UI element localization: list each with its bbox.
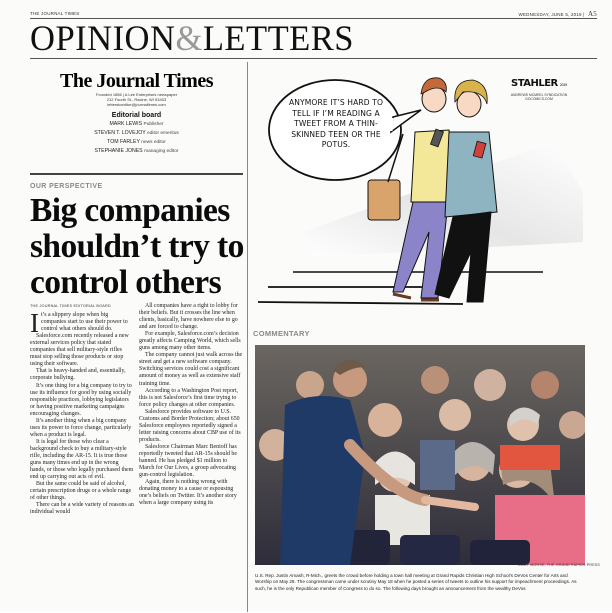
paragraph: There can be a wide variety of reasons an individual would [30, 502, 134, 516]
page-date: WEDNESDAY, JUNE 5, 2019 [518, 12, 582, 17]
section-title-letters: LETTERS [202, 18, 354, 58]
paragraph: It is legal for those who clear a background check to buy a military-style rifle, including the AR-15. It is true those guns many times end up in the wrong hands, or those who legally purchased them end up carrying out acts of evil. [30, 438, 134, 481]
board-member: MARK LEWIS Publisher [109, 121, 164, 127]
publication-label: THE JOURNAL TIMES [30, 11, 80, 16]
page-number: A5 [588, 10, 597, 18]
paragraph: The company cannot just walk across the street and get a new software company. Switching services could cost a significant amount of money as well as extensive staff training time. [139, 352, 243, 387]
paragraph: It’s one thing for a big company to try to use its influence for good by using socially responsible practices, lobbying legislators or having positive marketing campaigns encouraging changes. [30, 382, 132, 417]
paragraph: It’s a slippery slope when big companies start to use their power to control what others should do. [30, 308, 128, 339]
paragraph: It’s another thing when a big company uses its power to force change, particularly when a product is legal. [30, 417, 132, 438]
photo-credit: CORY MORSE, THE GRAND RAPIDS PRESS [518, 563, 600, 567]
speech-bubble-text: ANYMORE IT’S HARD TO TELL IF I’M READING A TWEET FROM A THIN-SKINNED TEEN OR THE POTUS. [288, 98, 384, 150]
founded-line: Founded 1856 | A Lee Enterprises newspaper [95, 92, 178, 97]
commentary-label: COMMENTARY [253, 329, 310, 338]
section-title [30, 19, 354, 57]
email-line: letterstoeditor@journaltimes.com [107, 102, 166, 107]
paragraph: That is heavy-handed and, essentially, corporate bullying. [30, 368, 126, 382]
paragraph: For example, Salesforce.com’s decision greatly affects Camping World, which sells guns among many other items. [139, 331, 241, 352]
newspaper-nameplate: The Journal Times [59, 70, 213, 92]
section-title-ampersand: & [175, 18, 203, 58]
editorial-headline: Big companies shouldn’t try to control others [30, 192, 244, 301]
news-photo [255, 345, 585, 565]
photo-caption: U.S. Rep. Justin Amash, R-Mich., greets the crowd before holding a town hall meeting at Grand Rapids Christian High School’s DeVos Center for Arts and Worship on May 28. The congressman came under scrutiny May 18 when he posted a series of tweets to outline his support for impeachment proceedings. As such, he is the only Republican member of Congress to do so. The following days brought an announcement from the wealthy DeVos [255, 573, 577, 591]
body-column-2 [139, 303, 243, 507]
page-header-bar [30, 8, 597, 18]
paragraph: Salesforce Chairman Marc Benioff has reportedly tweeted that AR-15s should be banned. He has pledged $1 million to March for Our Lives, a group advocating gun-control legislation. [139, 443, 237, 479]
byline: THE JOURNAL TIMES EDITORIAL BOARD [30, 304, 111, 308]
board-member: TOM FARLEY news editor [107, 139, 166, 145]
address-line: 212 Fourth St., Racine, WI 53403 [106, 97, 167, 102]
editorial-column [30, 62, 243, 612]
body-column-1 [30, 303, 134, 516]
editorial-cartoon [253, 62, 597, 312]
section-kicker: OUR PERSPECTIVE [30, 183, 103, 190]
editorial-board-heading: Editorial board [111, 112, 162, 119]
syndicate-credit: ANDREWS MCMEEL SYNDICATION GOCOMICS.COM [510, 93, 568, 102]
paragraph: Salesforce.com recently released a new external services policy that stated companies that sell military-style rifles must stop selling those products or stop using their software. [30, 333, 129, 368]
paragraph: Salesforce provides software to U.S. Customs and Border Protection; about 650 Salesforce employees reportedly signed a letter raising concerns about CBP use of its products. [139, 408, 241, 443]
editorial-board-rule [30, 173, 243, 175]
paragraph: Again, there is nothing wrong with donating money to a cause or espousing one’s beliefs on Twitter. It’s another story when a large company using its [139, 479, 237, 507]
section-title-opinion: OPINION [30, 18, 176, 58]
paragraph: According to a Washington Post report, this is not Salesforce’s first time trying to force policy changes at other companies. [139, 387, 238, 408]
right-column [253, 62, 597, 612]
cartoonist-signature: STAHLER 2019 [511, 78, 567, 89]
date-and-page: WEDNESDAY, JUNE 5, 2019 | A5 [518, 10, 597, 18]
editorial-board-box [30, 70, 243, 156]
board-member: STEVEN T. LOVEJOY editor emeritus [94, 130, 179, 136]
masthead-rule [30, 58, 597, 59]
crowd-photo-icon [255, 345, 585, 565]
column-divider [247, 62, 248, 612]
paragraph: All companies have a right to lobby for their beliefs. But it crosses the line when clients, basically, have nowhere else to go and are forced to change. [139, 303, 238, 331]
drop-cap: I [30, 308, 39, 339]
paragraph: But the same could be said of alcohol, certain prescription drugs or a whole range of other things. [30, 481, 132, 502]
editorial-body [30, 303, 243, 613]
board-member: STEPHANIE JONES managing editor [94, 148, 179, 154]
